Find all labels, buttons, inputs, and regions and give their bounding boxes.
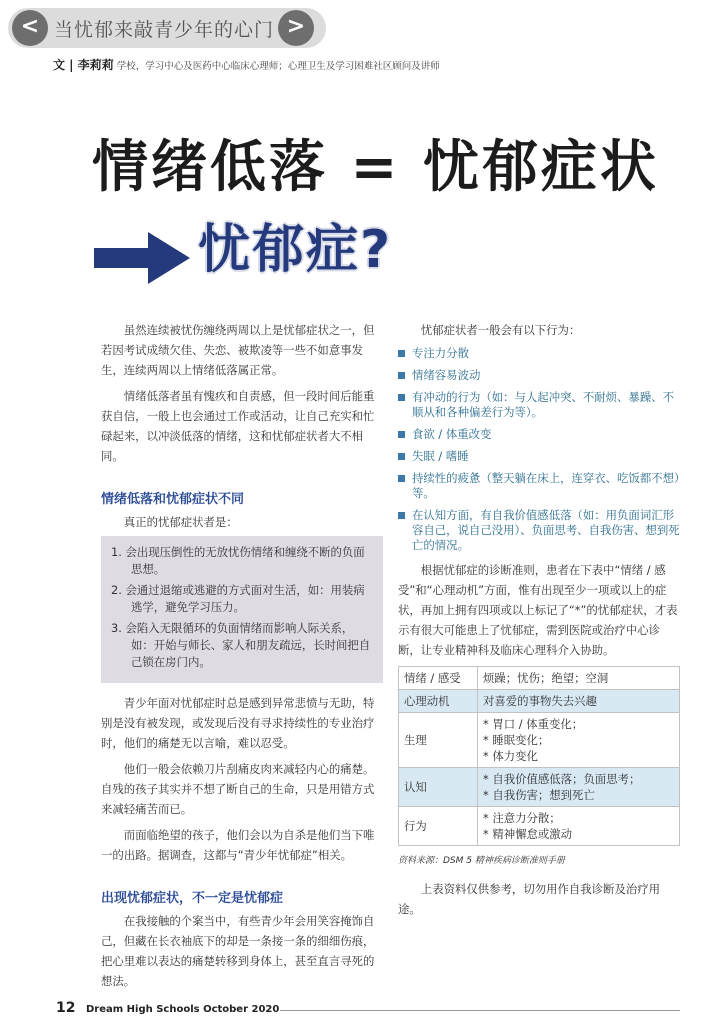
table-key: 行为 [399, 807, 478, 846]
table-key: 情绪 / 感受 [399, 667, 478, 690]
left-column [101, 320, 383, 997]
list-item: 情绪容易波动 [398, 368, 682, 383]
paragraph: 虽然连续被忧伤缠绕两周以上是忧郁症状之一，但若因考试成绩欠佳、失恋、被欺凌等一些不如意事发生，连续两周以上情绪低落属正常。 [101, 323, 375, 377]
section-heading: 情绪低落和忧郁症状不同 [101, 492, 245, 507]
paragraph: 在我接触的个案当中，有些青少年会用笑容掩饰自己，但藏在长衣袖底下的却是一条接一条的细细伤痕，把心里难以表达的痛楚转移到身体上，甚至直言寻死的想法。 [101, 914, 375, 988]
table-value-line: 对喜爱的事物失去兴趣 [483, 694, 597, 708]
table-value [478, 807, 680, 846]
table-row [399, 667, 680, 690]
author-name: 文 | 李莉莉 [53, 58, 114, 72]
list-item: 食欲 / 体重改变 [398, 427, 682, 442]
paragraph: 上表资料仅供参考，切勿用作自我诊断及治疗用途。 [398, 882, 661, 916]
table-value-line: * 胃口 / 体重变化； [483, 717, 584, 731]
symptom-box [101, 536, 383, 683]
table-key: 生理 [399, 713, 478, 768]
table-value [478, 768, 680, 807]
paragraph: 青少年面对忧郁症时总是感到异常悲愤与无助，特别是没有被发现，或发现后没有寻求持续性的专业治疗时，他们的痛楚无以言喻，难以忍受。 [101, 696, 375, 750]
author-role: 学校，学习中心及医药中心临床心理师；心理卫生及学习困难社区顾问及讲师 [113, 61, 440, 72]
table-value-line: * 自我伤害；想到死亡 [483, 788, 595, 802]
headline-sub: 忧郁症? [198, 220, 393, 280]
footer-rule [280, 1010, 680, 1011]
page-title: 当忧郁来敲青少年的心门 [54, 19, 275, 41]
paragraph: 情绪低落者虽有愧疚和自责感，但一段时间后能重获自信，一般上也会通过工作或活动，让自己充实和忙碌起来，以冲淡低落的情绪，这和忧郁症状者大不相同。 [101, 389, 375, 463]
behavior-list [398, 346, 682, 553]
table-key: 认知 [399, 768, 478, 807]
page-number: 12 [56, 1000, 76, 1016]
prev-button[interactable]: < [12, 10, 48, 46]
table-key: 心理动机 [399, 690, 478, 713]
list-item: 持续性的疲惫（整天躺在床上，连穿衣、吃饭都不想）等。 [398, 471, 682, 501]
table-value [478, 690, 680, 713]
section-heading: 出现忧郁症状，不一定是忧郁症 [101, 891, 284, 906]
behaviors-intro: 忧郁症状者一般会有以下行为： [420, 323, 581, 337]
arrow-right-icon [94, 232, 190, 284]
list-item: 失眠 / 嗜睡 [398, 449, 682, 464]
box-intro: 真正的忧郁症状者是： [123, 515, 238, 529]
table-value [478, 667, 680, 690]
paragraph: 根据忧郁症的诊断准则，患者在下表中“情绪 / 感受”和“心理动机”方面，惟有出现至少一项或以上的症状，再加上拥有四项或以上标记了“*”的忧郁症状，才表示有很大可能患上了忧郁症，需到医院或治疗中心诊断，让专业精神科及临床心理科介入协助。 [398, 563, 678, 657]
list-item: 在认知方面，有自我价值感低落（如：用负面词汇形容自己，说自己没用）、负面思考、自我伤害、想到死亡的情况。 [398, 508, 682, 553]
table-row [399, 807, 680, 846]
diagnosis-table [398, 666, 680, 846]
table-row [399, 768, 680, 807]
list-item: 专注力分散 [398, 346, 682, 361]
byline [53, 56, 440, 73]
list-item: 3. 会陷入无限循环的负面情绪而影响人际关系，如：开始与师长、家人和朋友疏远，长时间把自己锁在房门内。 [111, 621, 371, 669]
table-row [399, 690, 680, 713]
headline-main: 情绪低落 = 忧郁症状 [92, 135, 659, 200]
list-item: 1. 会出现压倒性的无放忧伤情绪和缠绕不断的负面思想。 [111, 545, 365, 576]
list-item: 2. 会通过退缩或逃避的方式面对生活，如：用装病逃学，避免学习压力。 [111, 583, 365, 614]
paragraph: 而面临绝望的孩子，他们会以为自杀是他们当下唯一的出路。据调查，这都与“青少年忧郁症”相关。 [101, 828, 375, 862]
table-value [478, 713, 680, 768]
paragraph: 他们一般会依赖刀片刮痛皮肉来减轻内心的痛楚。自残的孩子其实并不想了断自己的生命，只是用错方式来减轻痛苦而已。 [101, 762, 375, 816]
table-value-line: 烦躁；忧伤；绝望；空洞 [483, 671, 609, 685]
right-column [398, 320, 682, 925]
table-value-line: * 注意力分散； [483, 811, 561, 825]
next-button[interactable]: > [278, 10, 314, 46]
list-item: 有冲动的行为（如：与人起冲突、不耐烦、暴躁、不顺从和各种偏差行为等）。 [398, 390, 682, 420]
table-row [399, 713, 680, 768]
table-value-line: * 自我价值感低落；负面思考； [483, 772, 641, 786]
table-source: 资料来源：DSM 5 精神疾病诊断准则手册 [398, 856, 565, 866]
magazine-name: Dream High Schools October 2020 [86, 1004, 280, 1015]
table-value-line: * 睡眠变化； [483, 733, 550, 747]
table-value-line: * 精神懈怠或激动 [483, 827, 573, 841]
table-value-line: * 体力变化 [483, 749, 538, 763]
